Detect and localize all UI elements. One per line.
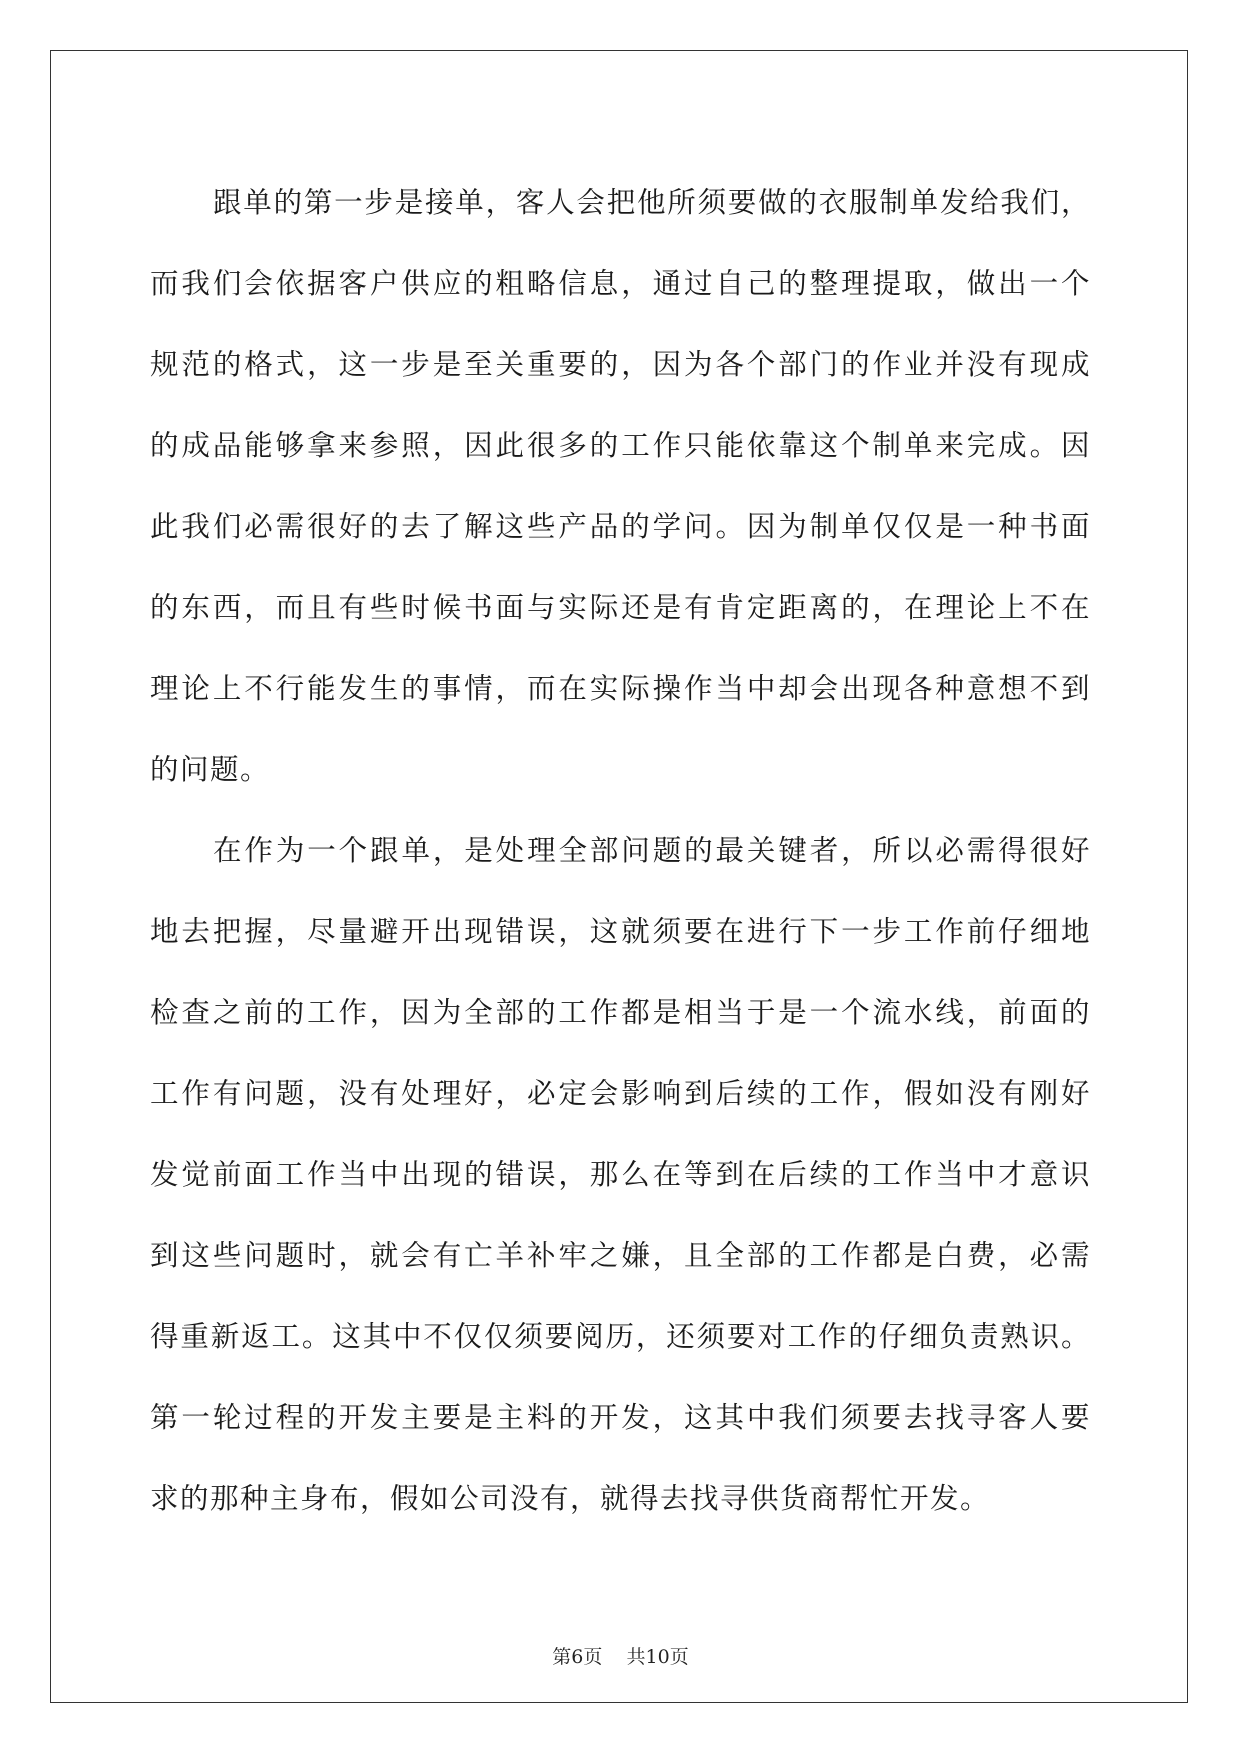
paragraph-1-line-3: 规范的格式，这一步是至关重要的，因为各个部门的作业并没有现成 xyxy=(150,348,1091,381)
paragraph-2-line-3: 检查之前的工作，因为全部的工作都是相当于是一个流水线，前面的 xyxy=(150,996,1091,1029)
paragraph-1-line-8: 的问题。 xyxy=(150,753,271,786)
paragraph-2-line-4: 工作有问题，没有处理好，必定会影响到后续的工作，假如没有刚好 xyxy=(150,1077,1091,1110)
paragraph-2-line-1: 在作为一个跟单，是处理全部问题的最关键者，所以必需得很好 xyxy=(213,834,1091,867)
paragraph-1-line-7: 理论上不行能发生的事情，而在实际操作当中却会出现各种意想不到 xyxy=(150,672,1091,705)
paragraph-1-line-1: 跟单的第一步是接单，客人会把他所须要做的衣服制单发给我们， xyxy=(213,186,1091,219)
paragraph-1-line-6: 的东西，而且有些时候书面与实际还是有肯定距离的，在理论上不在 xyxy=(150,591,1091,624)
page-number-footer xyxy=(0,1642,1241,1669)
document-body xyxy=(150,162,1091,1539)
paragraph-2-line-6: 到这些问题时，就会有亡羊补牢之嫌，且全部的工作都是白费，必需 xyxy=(150,1239,1091,1272)
paragraph-2-line-8: 第一轮过程的开发主要是主料的开发，这其中我们须要去找寻客人要 xyxy=(150,1401,1091,1434)
page-number-label: 第6页 xyxy=(552,1646,603,1668)
paragraph-1-line-2: 而我们会依据客户供应的粗略信息，通过自己的整理提取，做出一个 xyxy=(150,267,1091,300)
paragraph-2-line-9: 求的那种主身布，假如公司没有，就得去找寻供货商帮忙开发。 xyxy=(150,1482,991,1515)
page-total-label: 共10页 xyxy=(626,1646,689,1668)
paragraph-2-line-7: 得重新返工。这其中不仅仅须要阅历，还须要对工作的仔细负责熟识。 xyxy=(150,1320,1091,1353)
paragraph-2-line-2: 地去把握，尽量避开出现错误，这就须要在进行下一步工作前仔细地 xyxy=(150,915,1091,948)
paragraph-1-line-4: 的成品能够拿来参照，因此很多的工作只能依靠这个制单来完成。因 xyxy=(150,429,1091,462)
paragraph-2-line-5: 发觉前面工作当中出现的错误，那么在等到在后续的工作当中才意识 xyxy=(150,1158,1091,1191)
paragraph-1-line-5: 此我们必需很好的去了解这些产品的学问。因为制单仅仅是一种书面 xyxy=(150,510,1091,543)
